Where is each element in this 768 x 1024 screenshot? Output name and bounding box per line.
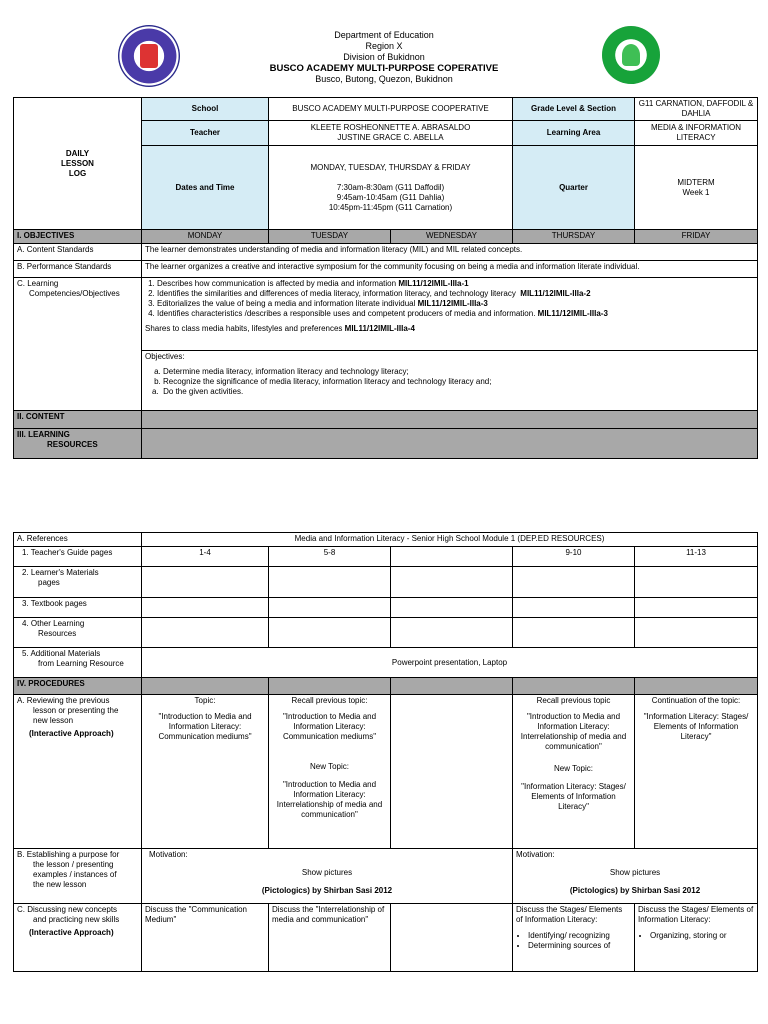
review-monday: Topic: "Introduction to Media and Information Literacy: Communication mediums" — [142, 695, 269, 849]
references-label: A. References — [14, 533, 142, 547]
teacher-value: KLEETE ROSHEONNETTE A. ABRASALDO JUSTINE GRACE C. ABELLA — [269, 121, 513, 146]
discuss-tuesday: Discuss the "Interrelationship of media and communication" — [269, 904, 391, 972]
competency-1: 1. Describes how communication is affected by media and information MIL11/12IMIL-IIIa-1 — [157, 279, 754, 289]
procedures-heading: IV. PROCEDURES — [14, 678, 142, 695]
purpose-thursday-friday: Motivation: Show pictures (Pictologics) by Shirban Sasi 2012 — [513, 849, 758, 904]
objective-a: a. Determine media literacy, information literacy and technology literacy; — [163, 367, 754, 377]
objectives-header-row — [14, 230, 758, 244]
school-value: BUSCO ACADEMY MULTI-PURPOSE COOPERATIVE — [269, 98, 513, 121]
header-line2: Region X — [365, 41, 403, 51]
quarter-label: Quarter — [513, 146, 635, 230]
purpose-monday-wednesday: Motivation: Show pictures (Pictologics) by Shirban Sasi 2012 — [142, 849, 513, 904]
references-text: Media and Information Literacy - Senior High School Module 1 (DEP.ED RESOURCES) — [142, 533, 758, 547]
grade-value: G11 CARNATION, DAFFODIL & DAHLIA — [635, 98, 758, 121]
performance-standards-text: The learner organizes a creative and interactive symposium for the community focusing on being a media and information literate individual. — [142, 261, 758, 278]
header-line1: Department of Education — [334, 30, 434, 40]
review-wednesday — [391, 695, 513, 849]
review-tuesday: Recall previous topic: "Introduction to Media and Information Literacy: Communication mediums" New Topic: "Introduction to Media and Information Literacy: Interrelationship of media and communication" — [269, 695, 391, 849]
tg-pages-tuesday: 5-8 — [269, 547, 391, 567]
competency-3: 3. Editorializes the value of being a media and information literate individual MIL11/12IMIL-IIIa-3 — [157, 299, 754, 309]
document-header — [0, 0, 768, 92]
shares-competency: Shares to class media habits, lifestyles and preferences MIL11/12IMIL-IIIa-4 — [145, 324, 415, 333]
additional-materials-label: 5. Additional Materials from Learning Resource — [14, 648, 142, 678]
reviewing-lesson-label: A. Reviewing the previous lesson or presenting the new lesson (Interactive Approach) — [14, 695, 142, 849]
day-monday: MONDAY — [142, 230, 269, 244]
tg-pages-wednesday — [391, 547, 513, 567]
discuss-friday: Discuss the Stages/ Elements of Information Literacy: • Organizing, storing or — [635, 904, 758, 972]
day-thursday: THURSDAY — [513, 230, 635, 244]
review-thursday: Recall previous topic "Introduction to Media and Information Literacy: Interrelationship of media and communication" New Topic: "Information Literacy: Stages/ Elements of Information Literacy" — [513, 695, 635, 849]
teachers-guide-label: 1. Teacher's Guide pages — [14, 547, 142, 567]
textbook-pages-label: 3. Textbook pages — [14, 598, 142, 618]
establishing-purpose-label: B. Establishing a purpose for the lesson / presenting examples / instances of the new lesson — [14, 849, 142, 904]
header-line3: Division of Bukidnon — [343, 52, 425, 62]
learning-resources-value — [142, 429, 758, 459]
competency-4: 4. Identifies characteristics /describes a responsible uses and competent producers of media and information. MIL11/12IMIL-IIIa-3 — [157, 309, 754, 319]
discuss-wednesday — [391, 904, 513, 972]
learning-resources-heading: III. LEARNING RESOURCES — [14, 429, 142, 459]
tg-pages-thursday: 9-10 — [513, 547, 635, 567]
discuss-monday: Discuss the "Communication Medium" — [142, 904, 269, 972]
school-label: School — [142, 98, 269, 121]
competency-2: 2. Identifies the similarities and differences of media literacy, information literacy, and technology literacy MIL11/12IMIL-IIIa-2 — [157, 289, 754, 299]
day-wednesday: WEDNESDAY — [391, 230, 513, 244]
content-standards-text: The learner demonstrates understanding of media and information literacy (MIL) and MIL related concepts. — [142, 244, 758, 261]
daily-lesson-log-title: DAILY LESSON LOG — [14, 98, 142, 230]
objective-b: b. Recognize the significance of media literacy, information literacy and technology literacy and; — [163, 377, 754, 387]
teacher-label: Teacher — [142, 121, 269, 146]
busco-academy-seal-icon — [602, 26, 660, 84]
performance-standards-label: B. Performance Standards — [14, 261, 142, 278]
learning-area-label: Learning Area — [513, 121, 635, 146]
deped-seal-icon — [118, 25, 180, 87]
objectives-heading: I. OBJECTIVES — [14, 230, 142, 244]
dates-time-value: MONDAY, TUESDAY, THURSDAY & FRIDAY 7:30am-8:30am (G11 Daffodil) 9:45am-10:45am (G11 Dahlia) 10:45pm-11:45pm (G11 Carnation) — [269, 146, 513, 230]
lesson-log-table — [13, 97, 758, 459]
day-friday: FRIDAY — [635, 230, 758, 244]
content-standards-label: A. Content Standards — [14, 244, 142, 261]
learners-materials-label: 2. Learner's Materials pages — [14, 567, 142, 598]
header-text — [200, 30, 568, 85]
header-address: Busco, Butong, Quezon, Bukidnon — [315, 74, 453, 84]
objectives-list: Objectives: a. Determine media literacy, information literacy and technology literacy; b. Recognize the significance of media literacy, information literacy and technology literacy and; a. Do the given activities. — [142, 351, 758, 411]
quarter-value: MIDTERM Week 1 — [635, 146, 758, 230]
learning-area-value: MEDIA & INFORMATION LITERACY — [635, 121, 758, 146]
tg-pages-monday: 1-4 — [142, 547, 269, 567]
resources-procedures-table — [13, 532, 758, 972]
content-heading: II. CONTENT — [14, 411, 142, 429]
grade-label: Grade Level & Section — [513, 98, 635, 121]
tg-pages-friday: 11-13 — [635, 547, 758, 567]
dates-time-label: Dates and Time — [142, 146, 269, 230]
other-resources-label: 4. Other Learning Resources — [14, 618, 142, 648]
objective-c: a. Do the given activities. — [152, 387, 244, 396]
competencies-label: C. Learning Competencies/Objectives — [14, 278, 142, 411]
review-friday: Continuation of the topic: "Information Literacy: Stages/ Elements of Information Literacy" — [635, 695, 758, 849]
discuss-thursday: Discuss the Stages/ Elements of Information Literacy: • Identifying/ recognizing • Determining sources of — [513, 904, 635, 972]
header-school-name: BUSCO ACADEMY MULTI-PURPOSE COPERATIVE — [269, 63, 499, 74]
day-tuesday: TUESDAY — [269, 230, 391, 244]
content-value — [142, 411, 758, 429]
additional-materials-text: Powerpoint presentation, Laptop — [142, 648, 758, 678]
competencies-list — [142, 278, 758, 351]
discussing-concepts-label: C. Discussing new concepts and practicing new skills (Interactive Approach) — [14, 904, 142, 972]
